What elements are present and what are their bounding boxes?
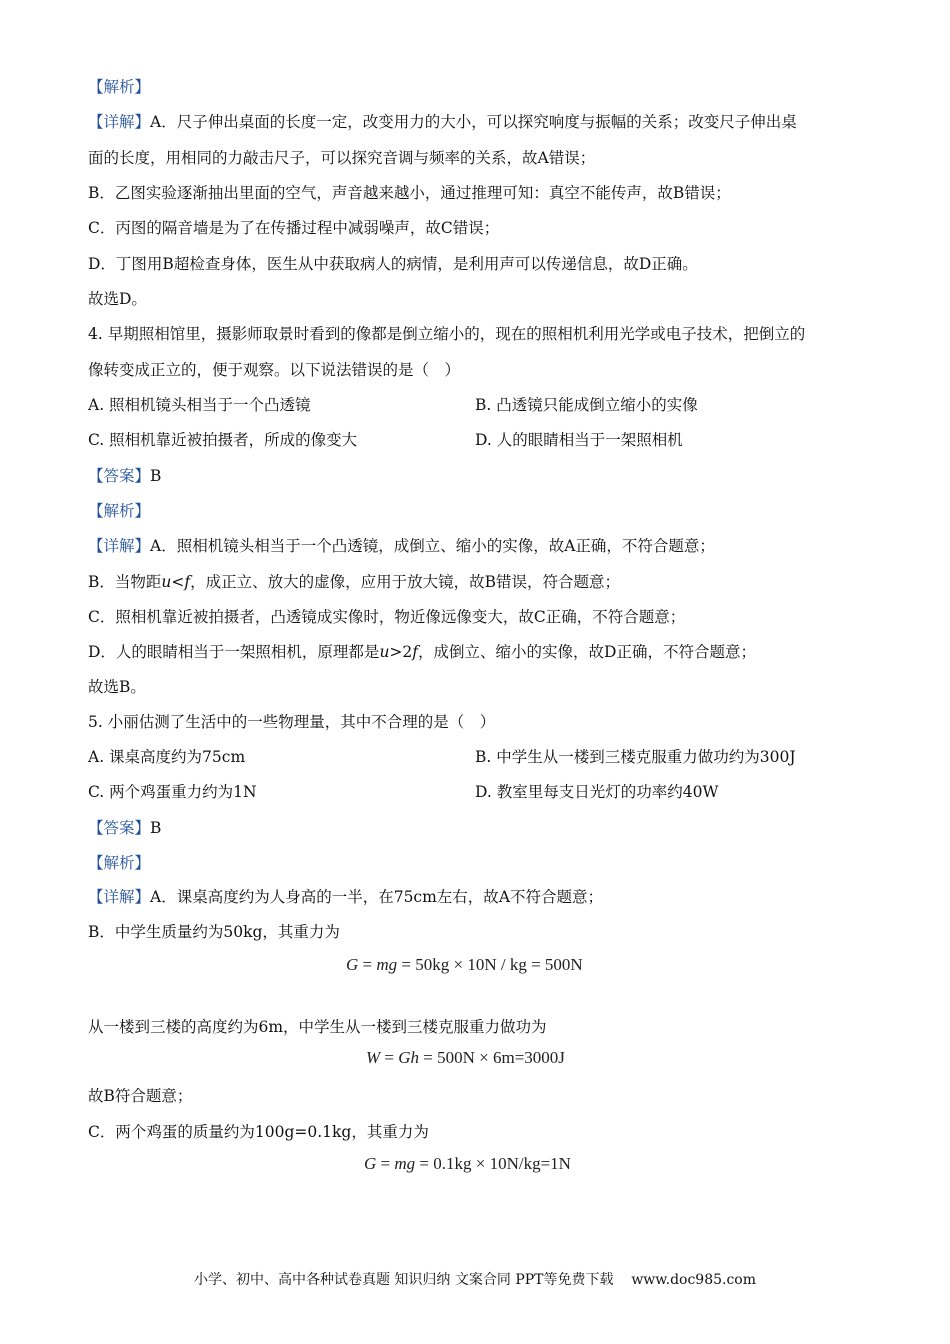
answer-label: 【答案】 (88, 467, 151, 485)
detail-d (88, 642, 756, 662)
text-height: 从一楼到三楼的高度约为6m，中学生从一楼到三楼克服重力做功为 (88, 1018, 547, 1036)
question-4-answer (88, 466, 161, 486)
question-4-stem-1: 4. 早期照相馆里，摄影师取景时看到的像都是倒立缩小的，现在的照相机利用光学或电子技术，把倒立的 (88, 325, 806, 343)
var-u: u (379, 643, 390, 661)
detail-a: A．课桌高度约为人身高的一半，在75cm左右，故A不符合题意； (150, 888, 604, 906)
equals: = (376, 1154, 395, 1173)
formula-rest: = 0.1kg × 10N/kg=1N (415, 1154, 571, 1173)
var-mg: mg (376, 955, 398, 974)
detail-b-end: 故B符合题意； (88, 1087, 193, 1105)
formula-rest: = 50kg × 10N / kg = 500N (397, 955, 583, 974)
detail-label: 【详解】 (88, 537, 151, 555)
question-5-option-b: B. 中学生从一楼到三楼克服重力做功约为300J (475, 748, 796, 766)
conclusion: 故选D。 (88, 290, 147, 308)
detail-a: A．照相机镜头相当于一个凸透镜，成倒立、缩小的实像，故A正确，不符合题意； (150, 537, 715, 555)
detail-b-suffix: ，成正立、放大的虚像，应用于放大镜，故B错误，符合题意； (190, 573, 621, 591)
question-5-option-c: C. 两个鸡蛋重力约为1N (88, 783, 257, 801)
equals: = (380, 1048, 399, 1067)
equals: = (358, 955, 377, 974)
detail-b-prefix: B．当物距 (88, 573, 162, 591)
question-4-stem-2: 像转变成正立的，便于观察。以下说法错误的是（ ） (88, 361, 461, 379)
detail-paragraph (88, 536, 715, 556)
detail-c: C．丙图的隔音墙是为了在传播过程中减弱噪声，故C错误； (88, 219, 500, 237)
question-4-option-a: A. 照相机镜头相当于一个凸透镜 (88, 396, 311, 414)
question-5-stem: 5. 小丽估测了生活中的一些物理量，其中不合理的是（ ） (88, 713, 496, 731)
answer-value: B (150, 467, 162, 485)
answer-label: 【答案】 (88, 819, 151, 837)
formula-rest: = 500N × 6m=3000J (419, 1048, 565, 1067)
detail-label: 【详解】 (88, 113, 151, 131)
var-mg: mg (394, 1154, 416, 1173)
detail-paragraph (88, 887, 603, 907)
var-gh: Gh (398, 1048, 420, 1067)
detail-d-suffix: ，成倒立、缩小的实像，故D正确，不符合题意； (418, 643, 756, 661)
conclusion: 故选B。 (88, 678, 146, 696)
page-footer (0, 1270, 950, 1290)
detail-c: C．照相机靠近被拍摄者，凸透镜成实像时，物近像远像变大，故C正确，不符合题意； (88, 608, 686, 626)
footer-link[interactable]: www.doc985.com (631, 1272, 757, 1288)
var-w: W (366, 1048, 381, 1067)
formula-gravity-student (346, 954, 583, 976)
formula-gravity-eggs (364, 1153, 571, 1175)
var-f: f (184, 573, 191, 591)
question-5-answer (88, 818, 161, 838)
detail-a-line-1: A．尺子伸出桌面的长度一定，改变用力的大小，可以探究响度与振幅的关系；改变尺子伸出桌 (150, 113, 797, 131)
detail-b (88, 572, 620, 592)
answer-value: B (150, 819, 162, 837)
less-than: < (171, 573, 185, 591)
detail-b: B．中学生质量约为50kg，其重力为 (88, 923, 340, 941)
question-4-option-d: D. 人的眼睛相当于一架照相机 (475, 431, 683, 449)
question-4-option-b: B. 凸透镜只能成倒立缩小的实像 (475, 396, 698, 414)
detail-d: D．丁图用B超检查身体，医生从中获取病人的病情，是利用声可以传递信息，故D正确。 (88, 255, 698, 273)
formula-work (366, 1047, 565, 1069)
question-5-option-d: D. 教室里每支日光灯的功率约40W (475, 783, 719, 801)
detail-label: 【详解】 (88, 888, 151, 906)
detail-d-prefix: D．人的眼睛相当于一架照相机，原理都是 (88, 643, 380, 661)
detail-a-line-2: 面的长度，用相同的力敲击尺子，可以探究音调与频率的关系，故A错误； (88, 149, 596, 167)
footer-text: 小学、初中、高中各种试卷真题 知识归纳 文案合同 PPT等免费下载 (193, 1272, 614, 1288)
detail-paragraph (88, 112, 797, 132)
var-g: G (346, 955, 359, 974)
analysis-label: 【解析】 (88, 78, 151, 96)
analysis-label: 【解析】 (88, 854, 151, 872)
var-u: u (161, 573, 172, 591)
detail-c: C．两个鸡蛋的质量约为100g=0.1kg，其重力为 (88, 1123, 429, 1141)
question-4-option-c: C. 照相机靠近被拍摄者，所成的像变大 (88, 431, 358, 449)
detail-b: B．乙图实验逐渐抽出里面的空气，声音越来越小，通过推理可知：真空不能传声，故B错误； (88, 184, 731, 202)
var-g: G (364, 1154, 377, 1173)
analysis-label: 【解析】 (88, 502, 151, 520)
greater-than-2: >2 (389, 643, 413, 661)
var-f: f (412, 643, 419, 661)
question-5-option-a: A. 课桌高度约为75cm (88, 748, 246, 766)
